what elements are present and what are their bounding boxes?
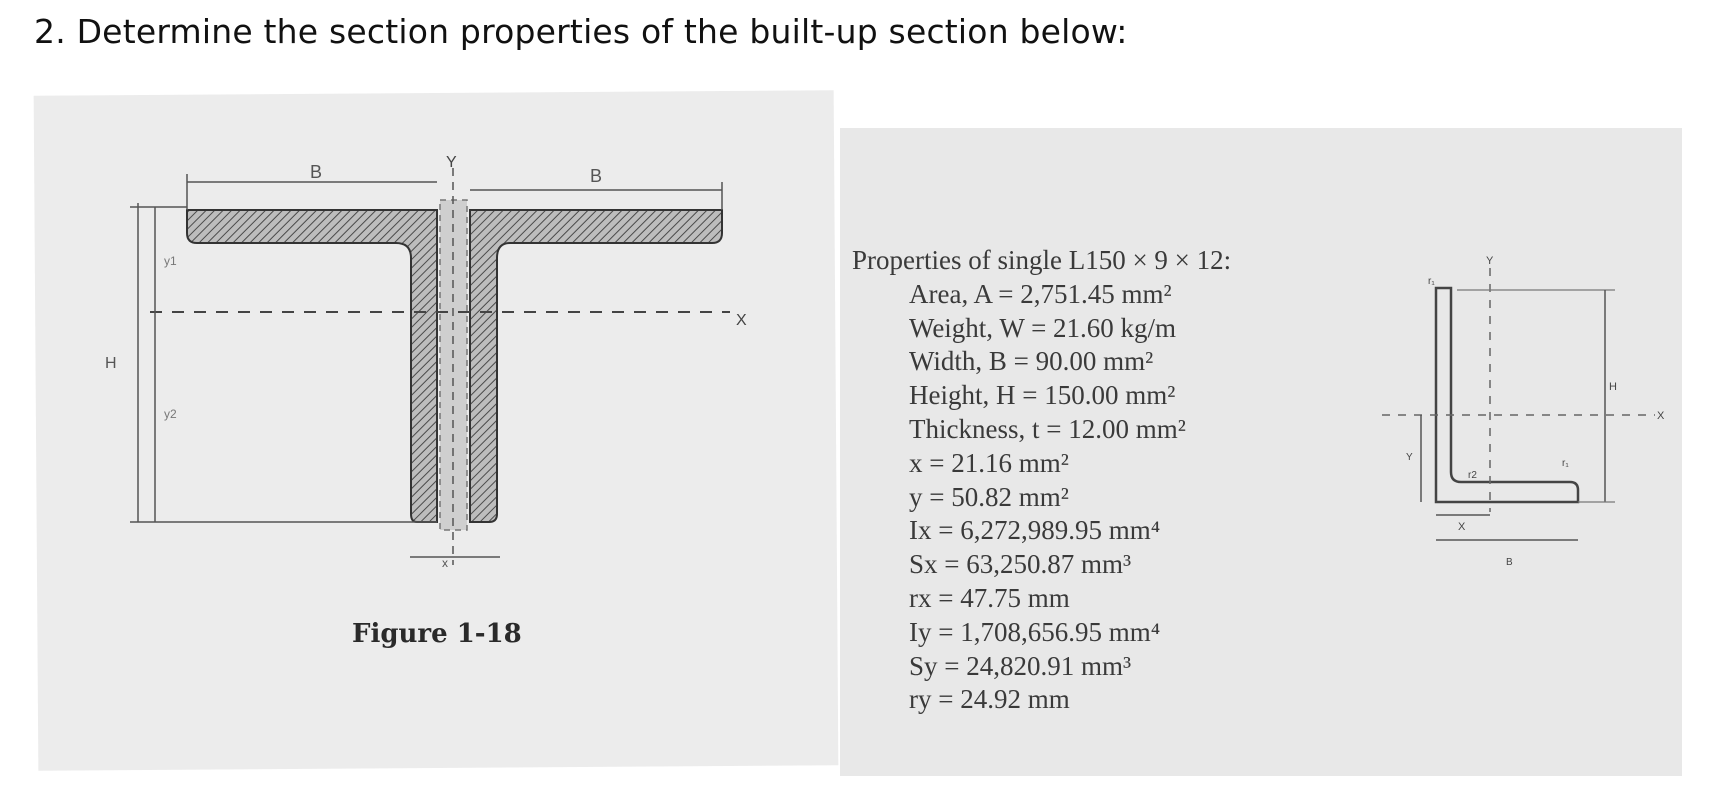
property-row: Iy = 1,708,656.95 mm⁴ bbox=[909, 616, 1161, 647]
angle-section-figure bbox=[1370, 250, 1670, 570]
property-row: ry = 24.92 mm bbox=[909, 684, 1070, 715]
property-row: Width, B = 90.00 mm² bbox=[909, 346, 1154, 377]
label-angle-h: H bbox=[1609, 381, 1617, 393]
label-angle-r2: r2 bbox=[1468, 470, 1477, 481]
question-title: 2. Determine the section properties of the built-up section below: bbox=[34, 12, 1128, 51]
label-y1: y1 bbox=[164, 254, 177, 268]
label-h: H bbox=[105, 355, 117, 372]
label-angle-r1-toe: r₁ bbox=[1562, 458, 1569, 469]
label-b-right: B bbox=[590, 166, 603, 186]
property-row: Sy = 24,820.91 mm³ bbox=[909, 650, 1132, 681]
properties-heading: Properties of single L150 × 9 × 12: bbox=[852, 245, 1232, 275]
properties-list bbox=[852, 244, 1231, 717]
label-angle-r1-top: r₁ bbox=[1428, 276, 1435, 287]
property-row: Area, A = 2,751.45 mm² bbox=[909, 278, 1172, 309]
property-row: rx = 47.75 mm bbox=[909, 582, 1070, 613]
label-b-left: B bbox=[310, 162, 323, 182]
label-angle-x-bottom: X bbox=[1458, 521, 1466, 533]
left-angle-shape bbox=[187, 210, 437, 522]
label-angle-x-right: X bbox=[1657, 410, 1665, 422]
property-row: Ix = 6,272,989.95 mm⁴ bbox=[909, 515, 1161, 546]
property-row: Weight, W = 21.60 kg/m bbox=[909, 312, 1177, 343]
angle-outline bbox=[1436, 288, 1578, 502]
label-angle-y-top: Y bbox=[1486, 255, 1494, 267]
tee-section-figure bbox=[0, 0, 840, 800]
label-y-axis: Y bbox=[446, 154, 457, 171]
label-angle-b: B bbox=[1506, 557, 1513, 568]
label-x-axis: X bbox=[736, 312, 747, 329]
right-angle-shape bbox=[470, 210, 722, 522]
property-row: Sx = 63,250.87 mm³ bbox=[909, 549, 1132, 580]
property-row: y = 50.82 mm² bbox=[909, 481, 1069, 512]
label-x-bar: x bbox=[442, 556, 448, 570]
figure-caption: Figure 1-18 bbox=[352, 619, 522, 649]
property-row: x = 21.16 mm² bbox=[909, 447, 1069, 478]
property-row: Height, H = 150.00 mm² bbox=[909, 380, 1176, 411]
label-angle-y-left: Y bbox=[1406, 452, 1413, 463]
property-row: Thickness, t = 12.00 mm² bbox=[909, 413, 1186, 444]
label-y2: y2 bbox=[164, 407, 177, 421]
